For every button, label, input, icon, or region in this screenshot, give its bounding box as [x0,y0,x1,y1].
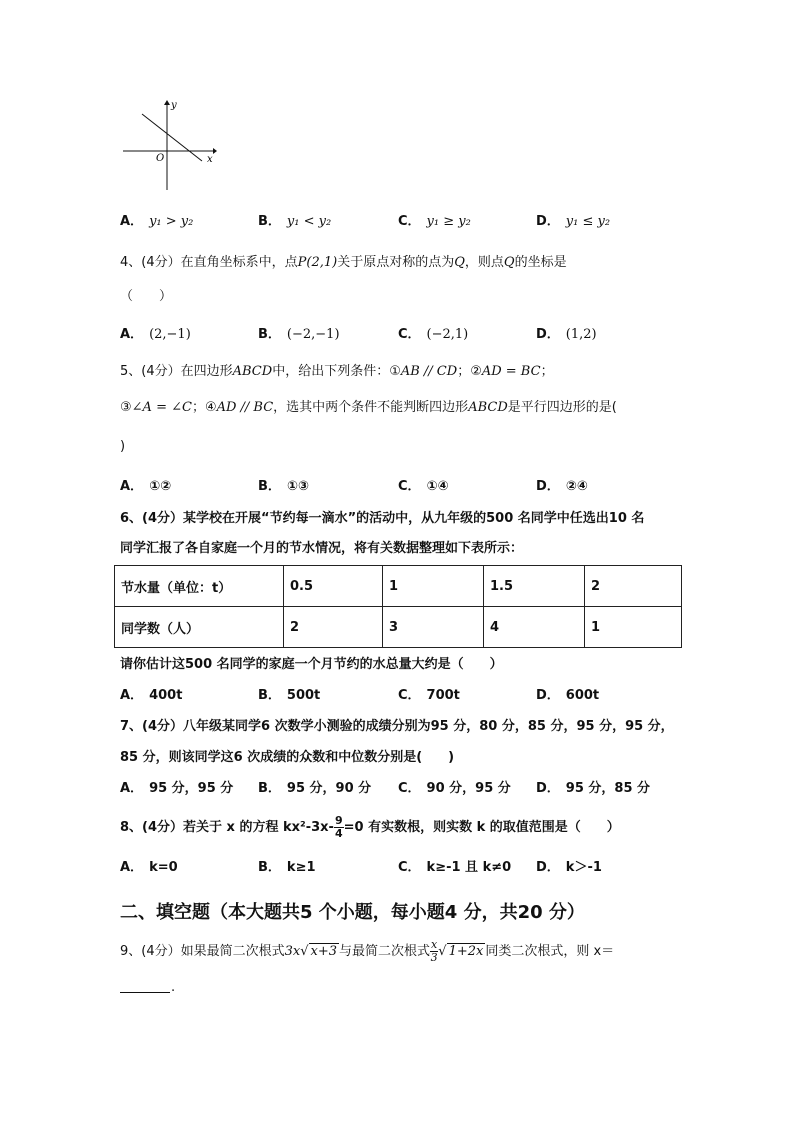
q3-option-d[interactable]: D． y₁ ≤ y₂ [536,214,611,229]
x-axis-label: x [207,154,213,165]
table-cell: 1 [383,566,484,607]
q6-stem-line3: 请你估计这500 名同学的家庭一个月节约的水总量大约是（ ） [120,657,503,672]
table-cell: 1.5 [484,566,585,607]
q7-option-d[interactable]: D． 95 分，85 分 [536,781,651,796]
table-cell: 2 [585,566,682,607]
q6-option-d[interactable]: D． 600t [536,688,600,703]
q6-option-a[interactable]: A． 400t [120,688,183,703]
q8-option-d[interactable]: D． k＞-1 [536,860,602,875]
q5-option-b[interactable]: B． ①③ [258,479,309,494]
table-header-cell: 节水量（单位：t） [115,566,284,607]
q7-options [120,778,680,800]
origin-label: O [156,153,165,164]
q5-option-d[interactable]: D． ②④ [536,479,588,494]
q6-stem-line1: 6、(4分）某学校在开展“节约每一滴水”的活动中，从九年级的500 名同学中任选出10 名 [120,511,645,526]
q7-stem-line1: 7、(4分）八年级某同学6 次数学小测验的成绩分别为95 分，80 分，85 分，95 分，95 分， [120,719,674,734]
q5-stem-line2: ③∠A = ∠C；④AD // BC，选其中两个条件不能判断四边形ABCD是平行四边形的是( [120,400,617,415]
q3-option-c[interactable]: C． y₁ ≥ y₂ [398,214,471,229]
q5-options [120,476,680,498]
q7-stem-line2: 85 分，则该同学这6 次成绩的众数和中位数分别是( ) [120,750,455,765]
table-header-cell: 同学数（人） [115,607,284,648]
x-axis-arrow [213,148,217,154]
q3-option-a[interactable]: A． y₁ > y₂ [120,214,194,229]
q9-stem: 9、(4分）如果最简二次根式3x√ x+3 与最简二次根式 $\frac{x}{3}$ √ 1+2x 同类二次根式，则 x＝ [120,938,615,964]
water-saving-table [114,565,682,648]
radicand-2: 1+2x [448,944,484,959]
q6-option-b[interactable]: B． 500t [258,688,321,703]
q6-option-c[interactable]: C． 700t [398,688,460,703]
table-cell: 1 [585,607,682,648]
q8-option-b[interactable]: B． k≥1 [258,860,316,875]
q5-option-c[interactable]: C． ①④ [398,479,449,494]
fraction-x-over-3: $\frac{x}{3}$ [430,938,438,964]
q8-option-a[interactable]: A． k=0 [120,860,178,875]
q8-stem: 8、(4分）若关于 x 的方程 kx²-3x- $\frac{9}{4}$ =0 有实数根，则实数 k 的取值范围是（ ） [120,814,620,840]
graph-line [142,114,202,161]
q4-option-a[interactable]: A． (2,−1) [120,327,191,342]
q4-option-b[interactable]: B． (−2,−1) [258,327,340,342]
q7-option-a[interactable]: A． 95 分，95 分 [120,781,234,796]
q8-options [120,857,680,879]
y-axis-arrow [164,100,170,105]
q4-option-d[interactable]: D． (1,2) [536,327,597,342]
answer-blank-period: . [171,980,176,995]
q7-option-b[interactable]: B． 95 分，90 分 [258,781,372,796]
q5-stem-line3: ) [120,439,126,454]
fraction-9-over-4: $\frac{9}{4}$ [334,814,343,840]
linear-function-graph [118,98,218,193]
q4-option-c[interactable]: C． (−2,1) [398,327,469,342]
q3-option-b[interactable]: B． y₁ < y₂ [258,214,332,229]
answer-blank[interactable] [120,992,170,993]
table-row [115,566,682,607]
table-row [115,607,682,648]
section-heading-fill-in: 二、填空题（本大题共5 个小题，每小题4 分，共20 分） [120,902,585,923]
radicand-1: x+3 [310,944,338,959]
table-cell: 4 [484,607,585,648]
q6-options [120,685,680,707]
y-axis-label: y [171,100,177,111]
table-cell: 0.5 [284,566,383,607]
q3-options [120,211,680,233]
table-cell: 3 [383,607,484,648]
q4-paren: （ ） [120,289,173,304]
q8-option-c[interactable]: C． k≥-1 且 k≠0 [398,860,512,875]
q5-stem-line1: 5、(4分）在四边形ABCD中，给出下列条件：①AB // CD；②AD = BC； [120,364,554,379]
q7-option-c[interactable]: C． 90 分，95 分 [398,781,511,796]
q6-stem-line2: 同学汇报了各自家庭一个月的节水情况，将有关数据整理如下表所示： [120,541,524,556]
q5-option-a[interactable]: A． ①② [120,479,172,494]
table-cell: 2 [284,607,383,648]
q4-stem: 4、(4分）在直角坐标系中，点P(2,1)关于原点对称的点为Q，则点Q的坐标是 [120,255,567,270]
q4-options [120,324,680,346]
